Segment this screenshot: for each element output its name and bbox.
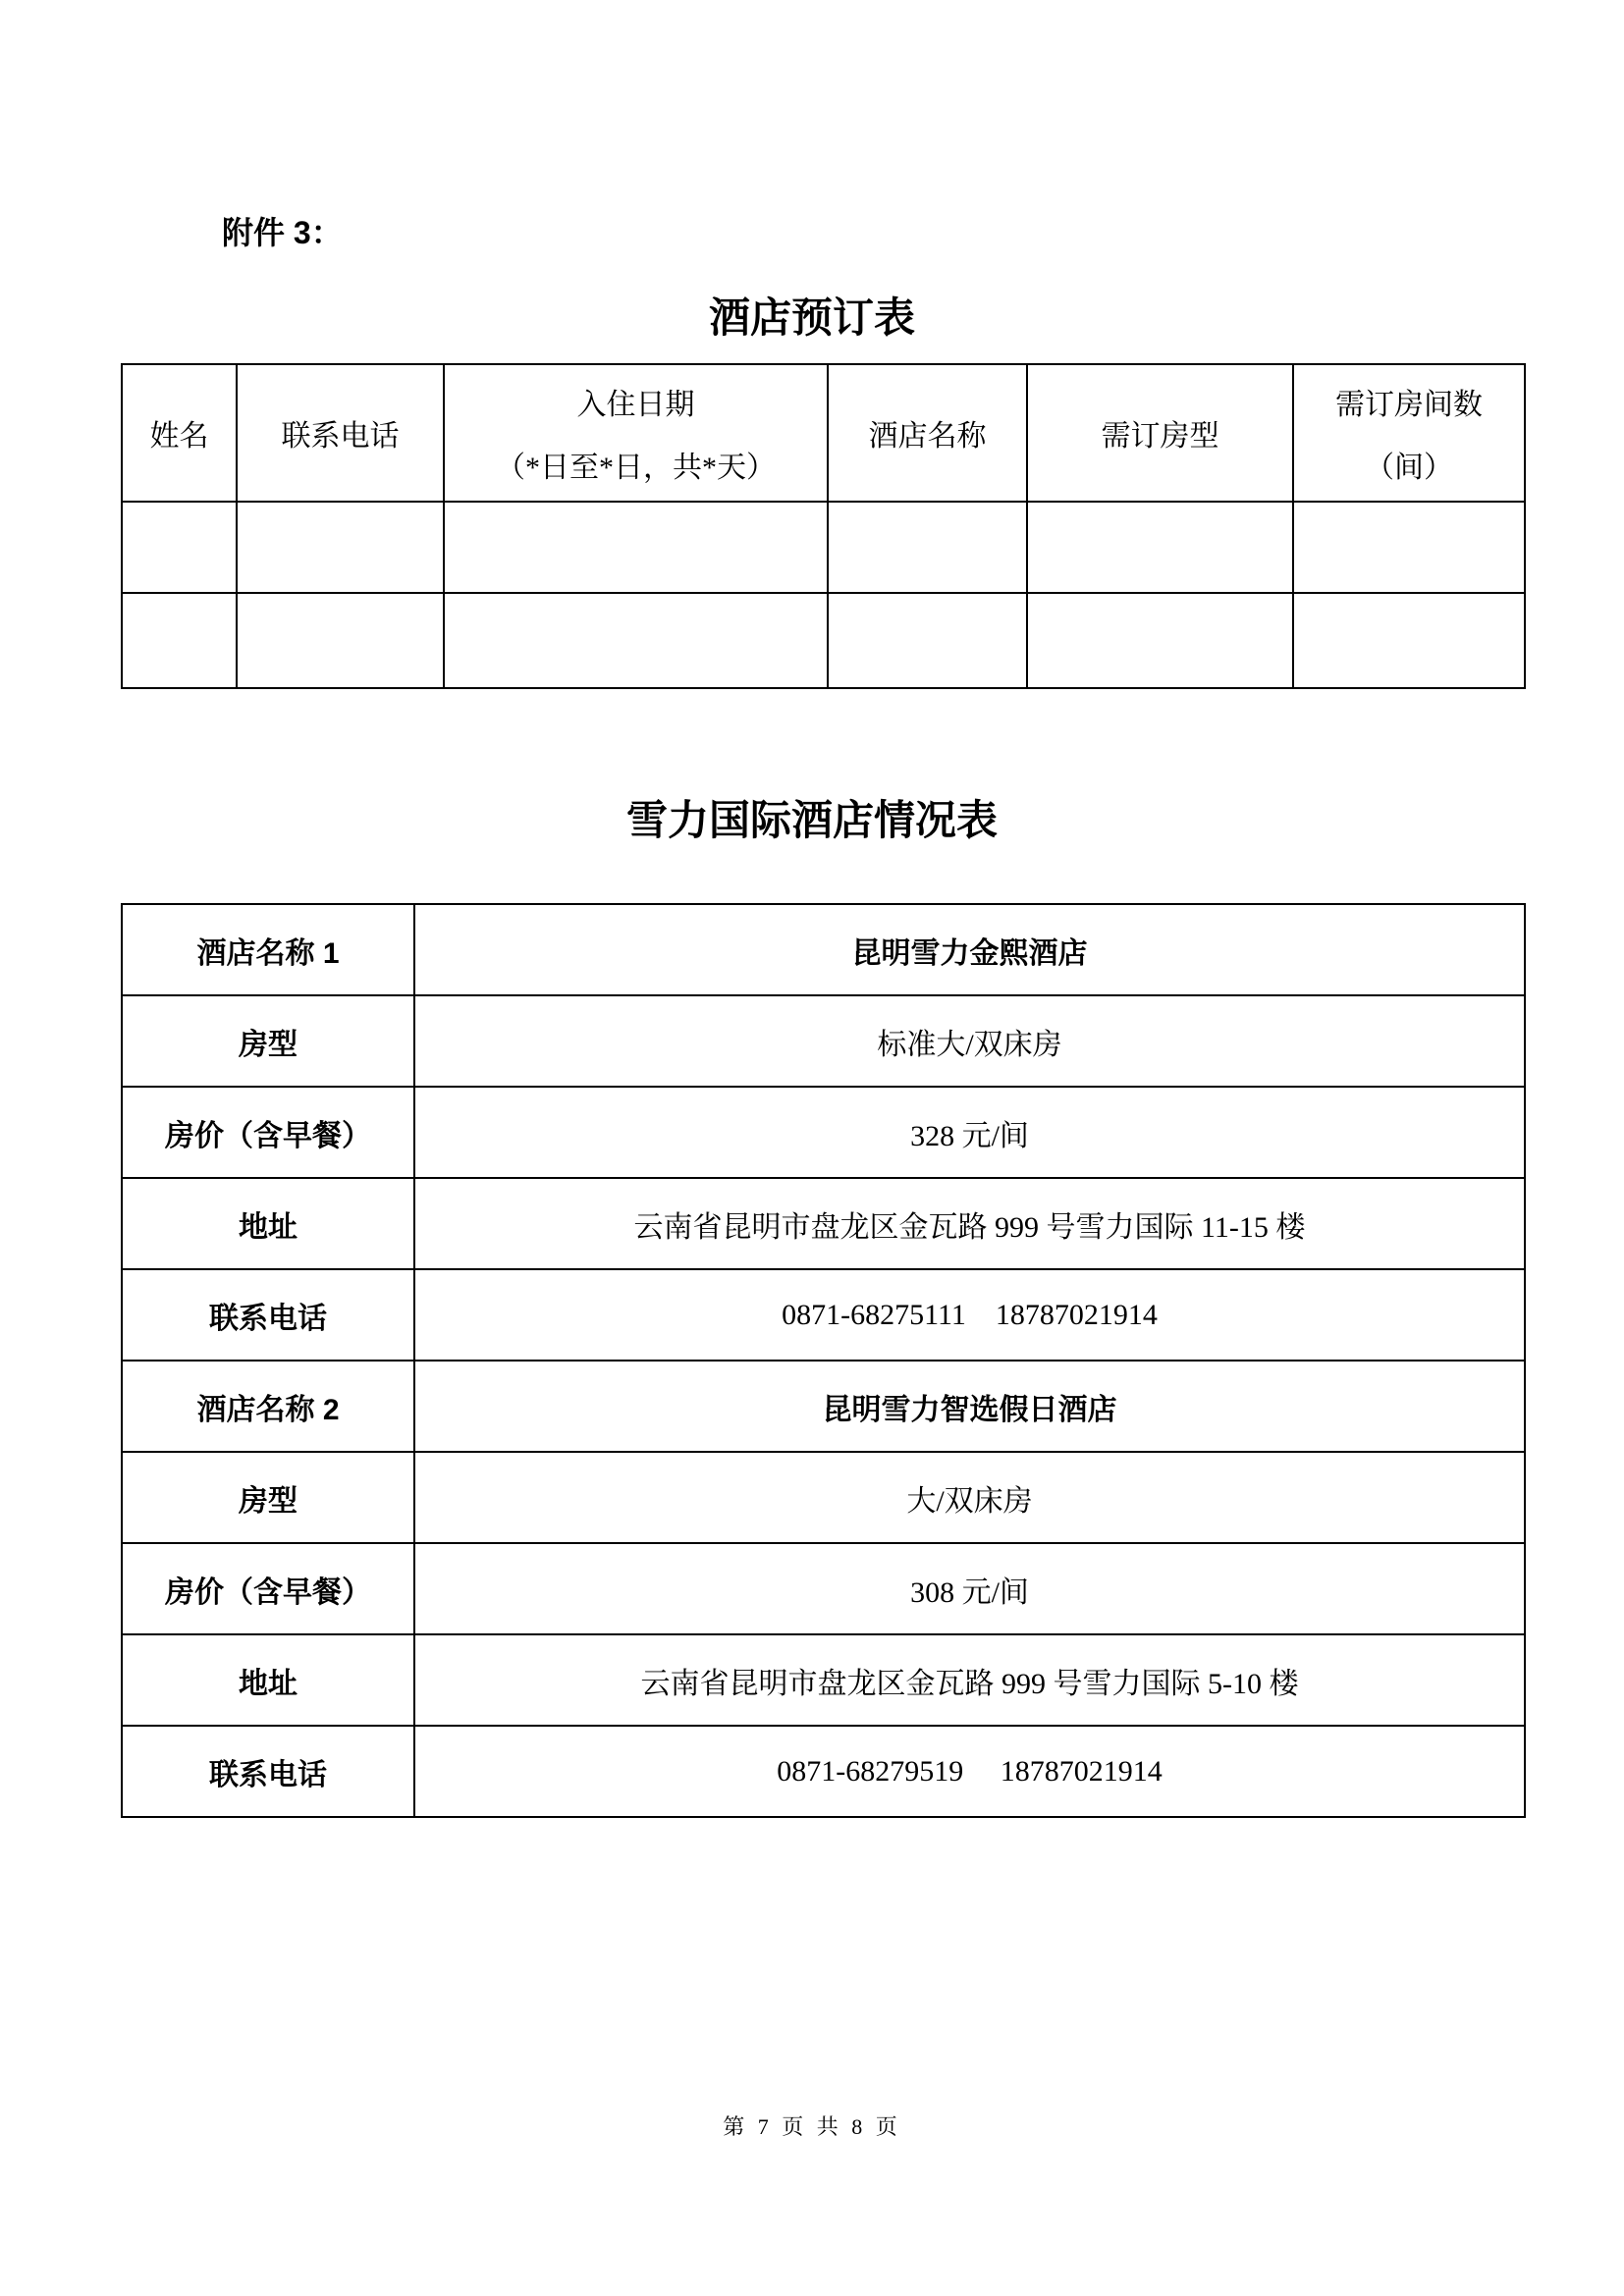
row-value-cell: 328 元/间 (414, 1087, 1525, 1178)
empty-cell (1293, 593, 1525, 688)
row-value-cell: 昆明雪力智选假日酒店 (414, 1361, 1525, 1452)
header-cell-name (122, 364, 237, 502)
header-cell-phone (237, 364, 444, 502)
empty-cell (828, 593, 1027, 688)
hotel-info-row (122, 1543, 1525, 1634)
row-value-cell: 0871-68275111 18787021914 (414, 1269, 1525, 1361)
empty-cell (1293, 502, 1525, 593)
row-label-cell: 联系电话 (122, 1269, 414, 1361)
row-label-cell: 联系电话 (122, 1726, 414, 1817)
hotel-info-row (122, 1087, 1525, 1178)
hotel-info-row (122, 1452, 1525, 1543)
header-label: 入住日期 (576, 389, 695, 421)
page-number-footer: 第 7 页 共 8 页 (723, 2114, 901, 2139)
row-value-cell: 标准大/双床房 (414, 995, 1525, 1087)
row-value-cell: 0871-68279519 18787021914 (414, 1726, 1525, 1817)
header-label: 需订房型 (1101, 420, 1219, 453)
reservation-empty-row (122, 593, 1525, 688)
empty-cell (122, 502, 237, 593)
empty-cell (1027, 593, 1293, 688)
empty-cell (828, 502, 1027, 593)
hotel-info-row (122, 1269, 1525, 1361)
hotel-info-row (122, 995, 1525, 1087)
row-label-cell: 房型 (122, 1452, 414, 1543)
row-value-cell: 云南省昆明市盘龙区金瓦路 999 号雪力国际 5-10 楼 (414, 1634, 1525, 1726)
reservation-table (121, 363, 1526, 689)
row-value-cell: 昆明雪力金熙酒店 (414, 904, 1525, 995)
header-cell-checkin-date (444, 364, 828, 502)
header-cell-room-count (1293, 364, 1525, 502)
hotel-info-row (122, 1361, 1525, 1452)
reservation-empty-row (122, 502, 1525, 593)
empty-cell (237, 593, 444, 688)
row-label-cell: 房价（含早餐） (122, 1087, 414, 1178)
empty-cell (1027, 502, 1293, 593)
header-label: 酒店名称 (868, 420, 987, 453)
row-label-cell: 酒店名称 1 (122, 904, 414, 995)
hotel-info-row (122, 1634, 1525, 1726)
header-label-line2: （间） (1365, 452, 1453, 484)
hotel-info-row (122, 1726, 1525, 1817)
hotel-info-row (122, 1178, 1525, 1269)
header-label: 姓名 (149, 420, 209, 453)
row-value-cell: 云南省昆明市盘龙区金瓦路 999 号雪力国际 11-15 楼 (414, 1178, 1525, 1269)
row-label-cell: 房价（含早餐） (122, 1543, 414, 1634)
attachment-label: 附件 3： (222, 215, 343, 250)
hotel-info-table-title: 雪力国际酒店情况表 (625, 799, 998, 844)
header-cell-room-type (1027, 364, 1293, 502)
header-label: 联系电话 (281, 420, 400, 453)
row-label-cell: 酒店名称 2 (122, 1361, 414, 1452)
hotel-info-table (121, 903, 1526, 1818)
reservation-table-title: 酒店预订表 (708, 296, 915, 342)
row-label-cell: 地址 (122, 1178, 414, 1269)
row-value-cell: 大/双床房 (414, 1452, 1525, 1543)
empty-cell (444, 593, 828, 688)
header-cell-hotel-name (828, 364, 1027, 502)
header-label-line2: （*日至*日，共*天） (496, 452, 776, 484)
hotel-info-row (122, 904, 1525, 995)
row-label-cell: 地址 (122, 1634, 414, 1726)
empty-cell (122, 593, 237, 688)
row-label-cell: 房型 (122, 995, 414, 1087)
empty-cell (444, 502, 828, 593)
empty-cell (237, 502, 444, 593)
reservation-header-row (122, 364, 1525, 502)
row-value-cell: 308 元/间 (414, 1543, 1525, 1634)
header-label: 需订房间数 (1335, 389, 1483, 421)
